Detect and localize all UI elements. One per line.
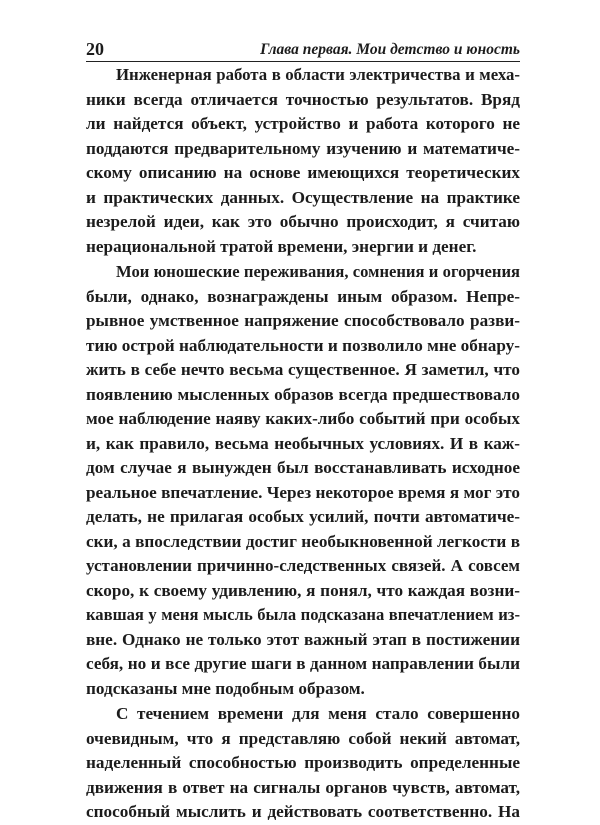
text-line: Мои юношеские переживания, сомнения и огорчения — [116, 262, 520, 281]
text-line: подсказаны мне подобным образом. — [86, 678, 365, 698]
text-line: С течением времени для меня стало совершенно — [116, 704, 520, 723]
text-line: и практических данных. Осуществление на практике — [86, 187, 520, 207]
text-line: делать, не прилагая особых усилий, почти автоматиче- — [86, 507, 520, 526]
chapter-title: Глава первая. Мои детство и юность — [260, 41, 520, 58]
text-line: нерациональной тратой времени, энергии и денег. — [86, 236, 477, 256]
text-line: способный мыслить и действовать соответственно. На — [86, 802, 520, 821]
paragraph-1 — [86, 63, 520, 259]
text-line: были, однако, вознаграждены иным образом. Непре- — [86, 286, 520, 306]
text-line: рывное умственное напряжение способствовало разви- — [86, 311, 520, 330]
paragraph-2 — [86, 260, 520, 701]
text-line: ски, а впоследствии достиг необыкновенной легкости в — [86, 531, 520, 551]
text-line: появлению мысленных образов всегда предшествовало — [86, 384, 520, 404]
text-line: незрелой идеи, как это обычно происходит, я считаю — [86, 212, 520, 231]
text-line: наделенный способностью производить определенные — [86, 753, 520, 772]
text-line: Инженерная работа в области электричества и меха- — [116, 65, 520, 84]
text-line: себя, но и все другие шаги в данном направлении были — [86, 654, 520, 673]
text-line: вне. Однако не только этот важный этап в постижении — [86, 629, 520, 649]
paragraph-3 — [86, 702, 520, 825]
text-line: очевидным, что я представляю собой некий автомат, — [86, 728, 520, 748]
text-line: мое наблюдение наяву каких-либо событий при особых — [86, 409, 520, 428]
text-line: и, как правило, весьма необычных условиях. И в каж- — [86, 433, 520, 453]
text-line: скому описанию на основе имеющихся теоретических — [86, 163, 520, 182]
text-line: тию острой наблюдательности и позволило мне обнару- — [86, 335, 520, 355]
text-line: поддаются предварительному изучению и математиче- — [86, 138, 520, 158]
text-line: установлении причинно-следственных связей. А совсем — [86, 556, 520, 575]
body-text — [86, 63, 520, 825]
text-line: движения в ответ на сигналы органов чувств, автомат, — [86, 777, 520, 797]
text-line: дом случае я вынужден был восстанавливать исходное — [86, 458, 520, 477]
page-number: 20 — [86, 39, 104, 59]
text-line: ли найдется объект, устройство и работа которого не — [86, 114, 520, 133]
text-line: кавшая у меня мысль была подсказана впечатлением из- — [86, 605, 520, 624]
text-line: скоро, к своему удивлению, я понял, что каждая возни- — [86, 580, 520, 600]
running-head — [86, 37, 520, 62]
text-line: жить в себе нечто весьма существенное. Я заметил, что — [86, 360, 520, 379]
text-line: реальное впечатление. Через некоторое время я мог это — [86, 482, 520, 502]
text-line: ники всегда отличается точностью результатов. Вряд — [86, 89, 520, 109]
